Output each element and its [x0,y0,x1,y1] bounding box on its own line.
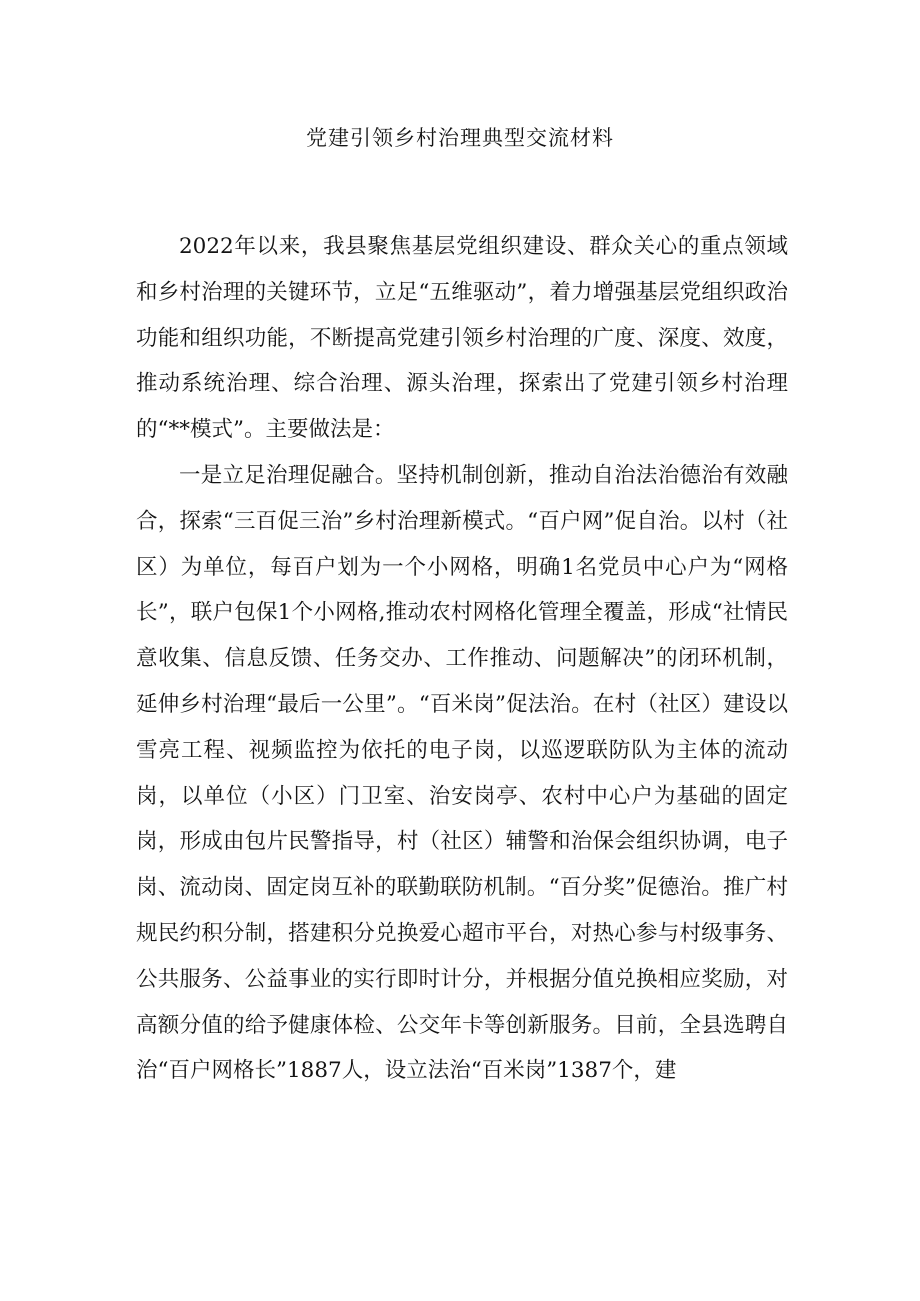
document-title: 党建引领乡村治理典型交流材料 [306,126,614,150]
paragraph-intro: 2022年以来，我县聚焦基层党组织建设、群众关心的重点领域和乡村治理的关键环节，立足“五维驱动”，着力增强基层党组织政治功能和组织功能，不断提高党建引领乡村治理的广度、深度、效度，推动系统治理、综合治理、源头治理，探索出了党建引领乡村治理的“**模式”。主要做法是： [136,234,788,443]
paragraph-governance-integration: 一是立足治理促融合。坚持机制创新，推动自治法治德治有效融合，探索“三百促三治”乡村治理新模式。“百户网”促自治。以村（社区）为单位，每百户划为一个小网格，明确1名党员中心户为“网格长”，联户包保1个小网格,推动农村网格化管理全覆盖，形成“社情民意收集、信息反馈、任务交办、工作推动、问题解决”的闭环机制，延伸乡村治理“最后一公里”。“百米岗”促法治。在村（社区）建设以雪亮工程、视频监控为依托的电子岗，以巡逻联防队为主体的流动岗，以单位（小区）门卫室、治安岗亭、农村中心户为基础的固定岗，形成由包片民警指导，村（社区）辅警和治保会组织协调，电子岗、流动岗、固定岗互补的联勤联防机制。“百分奖”促德治。推广村规民约积分制，搭建积分兑换爱心超市平台，对热心参与村级事务、公共服务、公益事业的实行即时计分，并根据分值兑换相应奖励，对高额分值的给予健康体检、公交年卡等创新服务。目前，全县选聘自治“百户网格长”1887人，设立法治“百米岗”1387个，建 [136,462,788,1084]
document-body [136,224,788,1094]
